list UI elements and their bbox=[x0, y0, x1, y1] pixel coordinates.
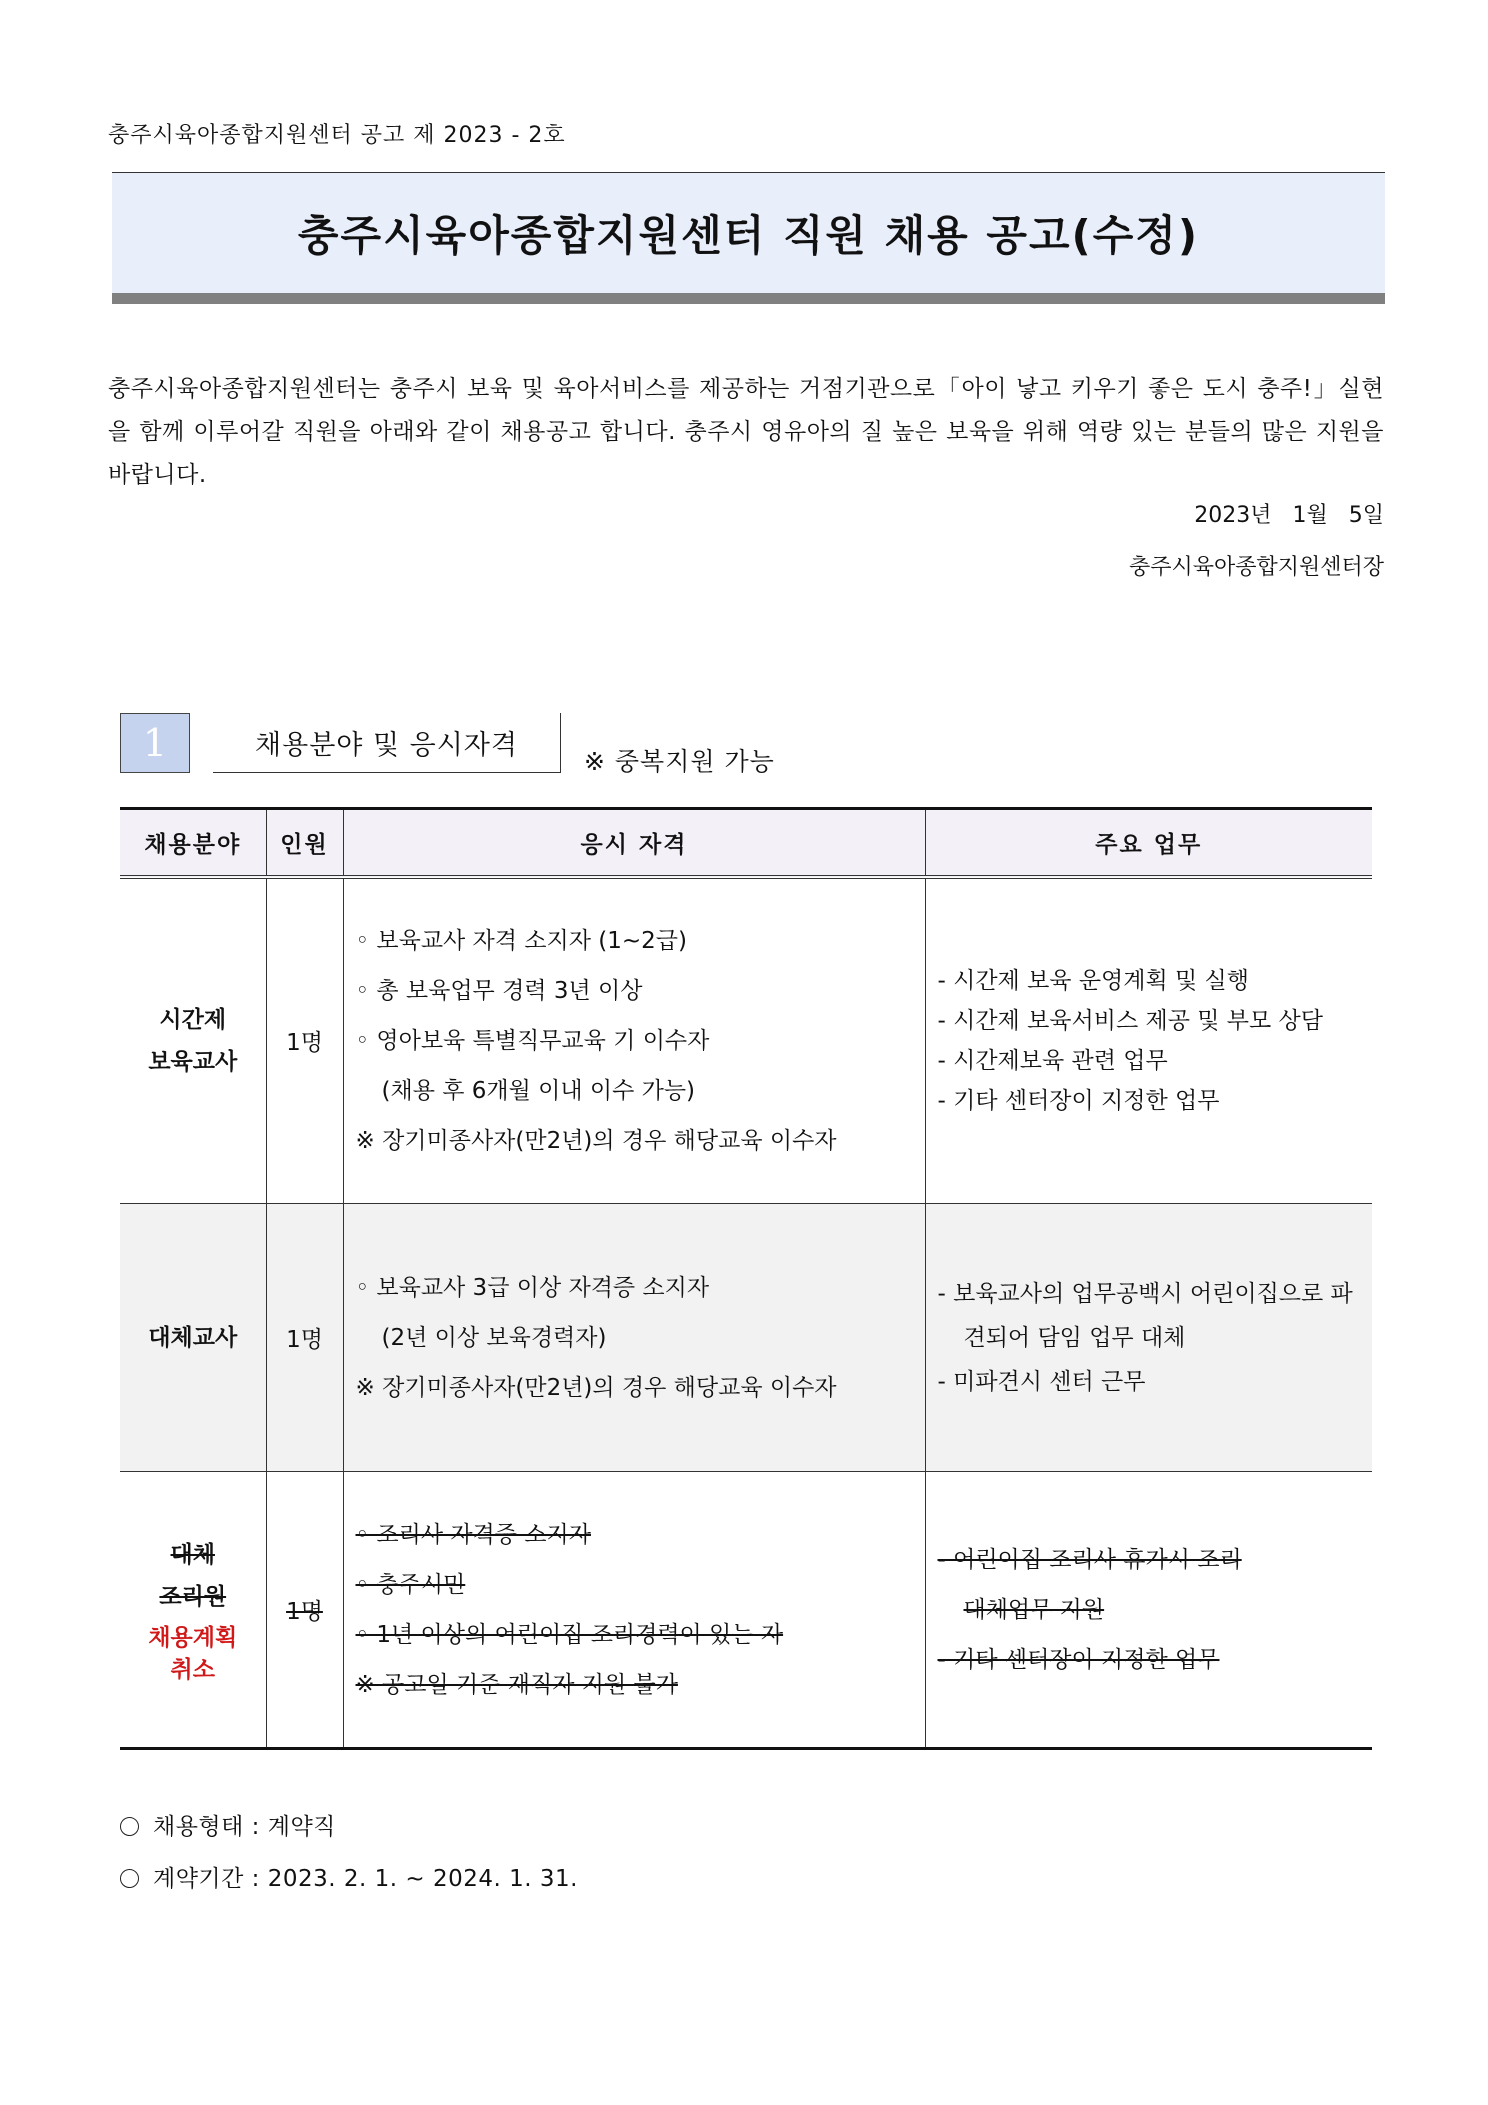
qualifications-cell: ◦ 조리사 자격증 소지자 ◦ 충주시민 ◦ 1년 이상의 어린이집 조리경력이 있는 자 ※ 공고일 기준 재직자 지원 불가 bbox=[343, 1472, 925, 1749]
header-qualifications: 응시 자격 bbox=[343, 809, 925, 877]
announcement-date: 2023년 1월 5일 bbox=[1194, 503, 1384, 528]
field-cell: 시간제 보육교사 bbox=[120, 877, 266, 1204]
count-cell: 1명 bbox=[266, 877, 343, 1204]
recruitment-table bbox=[120, 807, 1372, 1750]
intro-paragraph: 충주시육아종합지원센터는 충주시 보육 및 육아서비스를 제공하는 거점기관으로「아이 낳고 키우기 좋은 도시 충주!」실현을 함께 이루어갈 직원을 아래와 같이 채용공고 합니다. 충주시 영유아의 질 높은 보육을 위해 역량 있는 분들의 많은 지원을 바랍니다. bbox=[108, 376, 1384, 488]
duties-cell: - 보육교사의 업무공백시 어린이집으로 파견되어 담임 업무 대체 - 미파견시 센터 근무 bbox=[925, 1204, 1372, 1472]
page-title: 충주시육아종합지원센터 직원 채용 공고(수정) bbox=[297, 211, 1200, 260]
issuer-name: 충주시육아종합지원센터장 bbox=[1128, 555, 1384, 580]
employment-type: 채용형태 : 계약직 bbox=[120, 1808, 336, 1841]
circle-bullet-icon bbox=[120, 1869, 139, 1888]
table-header-row bbox=[120, 809, 1372, 877]
section-note: ※ 중복지원 가능 bbox=[584, 747, 775, 776]
section-title: 채용분야 및 응시자격 bbox=[213, 713, 561, 773]
qualifications-cell: ◦ 보육교사 3급 이상 자격증 소지자 (2년 이상 보육경력자) ※ 장기미종사자(만2년)의 경우 해당교육 이수자 bbox=[343, 1204, 925, 1472]
header-field: 채용분야 bbox=[120, 809, 266, 877]
duties-cell: - 어린이집 조리사 휴가시 조리 대체업무 지원 - 기타 센터장이 지정한 업무 bbox=[925, 1472, 1372, 1749]
table-row bbox=[120, 1204, 1372, 1472]
cancel-notice: 채용계획 취소 bbox=[148, 1624, 238, 1683]
circle-bullet-icon bbox=[120, 1817, 139, 1836]
field-cell: 대체교사 bbox=[120, 1204, 266, 1472]
section-number-badge: 1 bbox=[120, 713, 190, 773]
title-banner bbox=[112, 172, 1385, 304]
count-cell: 1명 bbox=[266, 1204, 343, 1472]
field-cell: 대체 조리원 채용계획 취소 bbox=[120, 1472, 266, 1749]
contract-period: 계약기간 : 2023. 2. 1. ~ 2024. 1. 31. bbox=[120, 1860, 578, 1893]
duties-cell: - 시간제 보육 운영계획 및 실행 - 시간제 보육서비스 제공 및 부모 상담 - 시간제보육 관련 업무 - 기타 센터장이 지정한 업무 bbox=[925, 877, 1372, 1204]
table-row bbox=[120, 877, 1372, 1204]
document-number: 충주시육아종합지원센터 공고 제 2023 - 2호 bbox=[108, 123, 566, 148]
header-duties: 주요 업무 bbox=[925, 809, 1372, 877]
qualifications-cell: ◦ 보육교사 자격 소지자 (1~2급) ◦ 총 보육업무 경력 3년 이상 ◦ 영아보육 특별직무교육 기 이수자 (채용 후 6개월 이내 이수 가능) ※ 장기미종사자(만2년)의 경우 해당교육 이수자 bbox=[343, 877, 925, 1204]
table-row bbox=[120, 1472, 1372, 1749]
count-cell: 1명 bbox=[266, 1472, 343, 1749]
header-count: 인원 bbox=[266, 809, 343, 877]
